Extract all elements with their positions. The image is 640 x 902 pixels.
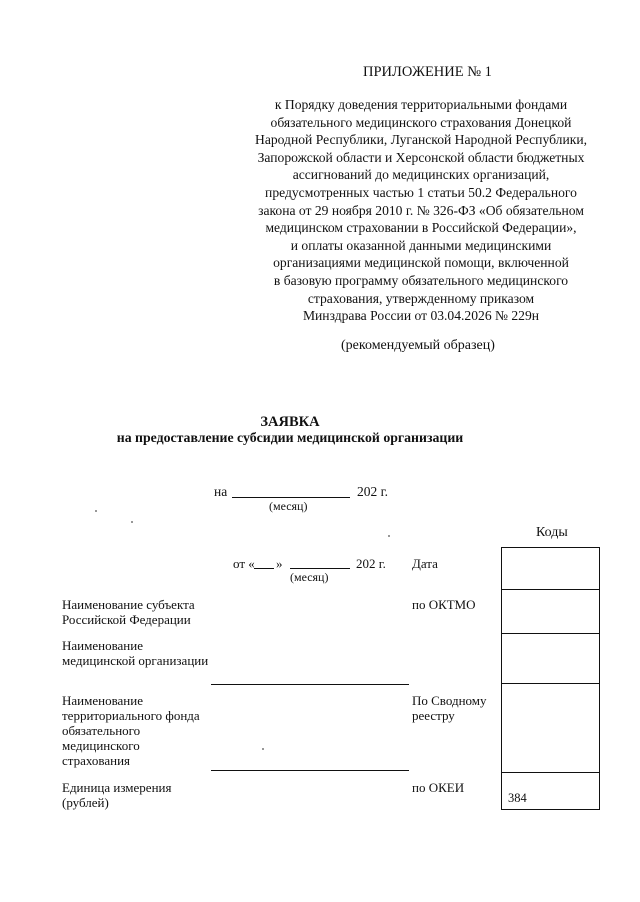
code-label-date: Дата — [412, 556, 438, 571]
appendix-line: к Порядку доведения территориальными фондами — [274, 97, 568, 112]
subject-label: Наименование субъекта Российской Федерации — [62, 597, 195, 627]
code-cell-empty[interactable] — [502, 634, 599, 684]
date-year: 202 г. — [356, 556, 386, 571]
code-cell-oktmo[interactable] — [502, 590, 599, 634]
appendix-line: ассигнований до медицинских организаций, — [292, 167, 550, 183]
code-cell-okei[interactable] — [502, 773, 599, 809]
appendix-line: Народной Республики, Луганской Народной Республики, — [255, 132, 587, 148]
scan-speck — [131, 521, 133, 523]
codes-header: Коды — [536, 525, 568, 540]
recommended-sample-note: (рекомендуемый образец) — [341, 338, 495, 353]
date-month-field[interactable] — [290, 568, 350, 569]
code-label-register: По Сводному реестру — [412, 693, 487, 723]
organization-field[interactable] — [211, 684, 409, 685]
period-month-caption: (месяц) — [269, 499, 308, 513]
appendix-line: закона от 29 ноября 2010 г. № 326-ФЗ «Об обязательном — [258, 202, 584, 218]
appendix-line: организациями медицинской помощи, включенной — [273, 255, 569, 271]
appendix-line: в базовую программу обязательного медицинского — [273, 272, 569, 288]
okei-code-value: 384 — [508, 791, 527, 805]
appendix-line: медицинском страховании в Российской Федерации», — [265, 220, 577, 236]
appendix-line: и оплаты оказанной данными медицинскими — [290, 237, 552, 253]
code-cell-register[interactable] — [502, 684, 599, 773]
fund-label: Наименование территориального фонда обязательного медицинского страхования — [62, 693, 200, 768]
unit-label: Единица измерения (рублей) — [62, 780, 172, 810]
date-quote-close: » — [276, 556, 283, 571]
appendix-line: обязательного медицинского страхования Донецкой — [270, 114, 572, 130]
code-label-oktmo: по ОКТМО — [412, 597, 476, 612]
organization-label: Наименование медицинской организации — [62, 638, 209, 668]
appendix-line: Минздрава России от 03.04.2026 № 229н — [302, 308, 540, 324]
fund-field[interactable] — [211, 770, 409, 771]
scan-speck — [388, 535, 390, 537]
period-year: 202 г. — [357, 484, 389, 499]
date-prefix: от « — [233, 556, 255, 571]
appendix-line: страхования, утвержденному приказом — [307, 290, 535, 306]
code-cell-date[interactable] — [502, 548, 599, 590]
code-label-okei: по ОКЕИ — [412, 780, 465, 795]
document-subtitle: на предоставление субсидии медицинской организации — [116, 430, 464, 445]
date-month-caption: (месяц) — [290, 570, 329, 584]
date-day-field[interactable] — [254, 568, 274, 569]
period-prefix: на — [214, 484, 228, 499]
scan-speck — [262, 748, 264, 750]
appendix-title: ПРИЛОЖЕНИЕ № 1 — [363, 64, 492, 80]
appendix-line: предусмотренных частью 1 статьи 50.2 Федерального — [265, 184, 577, 200]
appendix-body — [226, 96, 616, 325]
scan-speck — [95, 510, 97, 512]
appendix-line: Запорожской области и Херсонской области бюджетных — [257, 149, 585, 165]
codes-table — [501, 547, 600, 810]
period-month-field[interactable] — [232, 497, 350, 498]
document-title: ЗАЯВКА — [260, 414, 320, 430]
